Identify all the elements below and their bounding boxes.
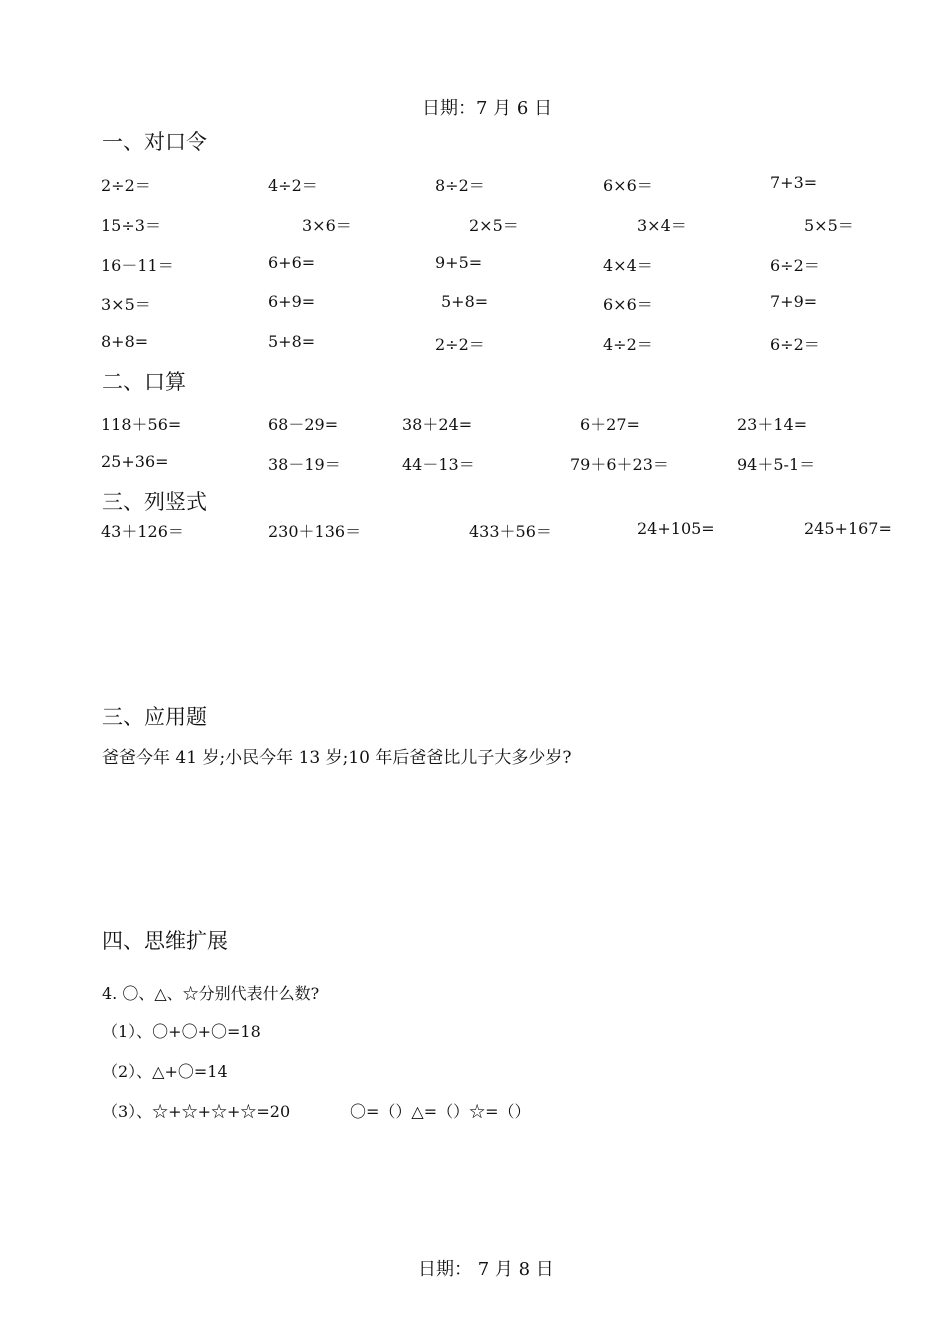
problem-item: 245+167=	[804, 519, 892, 538]
answer-blanks: 〇=（）△=（）☆=（）	[350, 1102, 531, 1121]
problem-item: 5×5＝	[804, 216, 854, 235]
section-heading-word-problem: 三、应用题	[102, 705, 207, 729]
problem-item: 433＋56＝	[469, 522, 552, 541]
problem-item: 4÷2＝	[603, 335, 653, 354]
problem-item: 43＋126＝	[101, 522, 184, 541]
problem-item: 23＋14=	[737, 415, 808, 434]
problem-item: 2×5＝	[469, 216, 519, 235]
problem-item: 8÷2＝	[435, 176, 485, 195]
problem-item: 25+36=	[101, 452, 169, 471]
date-top: 日期：7 月 6 日	[422, 98, 553, 119]
problem-item: 3×5＝	[101, 295, 151, 314]
equation-line: （1）、〇+〇+〇=18	[102, 1022, 261, 1041]
problem-item: 6+9=	[268, 292, 316, 311]
section-heading-thinking: 四、思维扩展	[102, 929, 228, 953]
date-bottom: 日期： 7 月 8 日	[418, 1259, 554, 1280]
problem-item: 7+3=	[770, 173, 818, 192]
section-heading-oral: 一、对口令	[102, 130, 207, 154]
problem-item: 6÷2＝	[770, 335, 820, 354]
problem-item: 6+6=	[268, 253, 316, 272]
section-heading-mental: 二、口算	[102, 370, 186, 394]
problem-item: 4÷2＝	[268, 176, 318, 195]
equation-line: （2）、△+〇=14	[102, 1062, 228, 1081]
problem-item: 68－29=	[268, 415, 339, 434]
problem-item: 38＋24=	[402, 415, 473, 434]
problem-item: 2÷2＝	[435, 335, 485, 354]
problem-item: 2÷2＝	[101, 176, 151, 195]
problem-item: 79＋6＋23＝	[570, 455, 669, 474]
problem-item: 230＋136＝	[268, 522, 362, 541]
problem-item: 7+9=	[770, 292, 818, 311]
problem-item: 118＋56=	[101, 415, 182, 434]
problem-item: 15÷3＝	[101, 216, 161, 235]
section-heading-vertical: 三、列竖式	[102, 490, 207, 514]
word-problem-text: 爸爸今年 41 岁;小民今年 13 岁;10 年后爸爸比儿子大多少岁?	[102, 748, 572, 768]
problem-item: 6＋27=	[580, 415, 640, 434]
problem-item: 5+8=	[441, 292, 489, 311]
problem-item: 3×6＝	[302, 216, 352, 235]
problem-item: 3×4＝	[637, 216, 687, 235]
problem-item: 8+8=	[101, 332, 149, 351]
problem-item: 4×4＝	[603, 256, 653, 275]
problem-item: 5+8=	[268, 332, 316, 351]
equation-line: （3）、☆+☆+☆+☆=20	[102, 1102, 291, 1121]
problem-item: 6×6＝	[603, 176, 653, 195]
problem-item: 6×6＝	[603, 295, 653, 314]
problem-item: 16－11＝	[101, 256, 174, 275]
problem-item: 9+5=	[435, 253, 483, 272]
problem-item: 6÷2＝	[770, 256, 820, 275]
thinking-question: 4. 〇、△、☆分别代表什么数?	[102, 984, 320, 1003]
problem-item: 38－19＝	[268, 455, 341, 474]
problem-item: 94＋5-1＝	[737, 455, 816, 474]
problem-item: 24+105=	[637, 519, 715, 538]
problem-item: 44－13＝	[402, 455, 475, 474]
